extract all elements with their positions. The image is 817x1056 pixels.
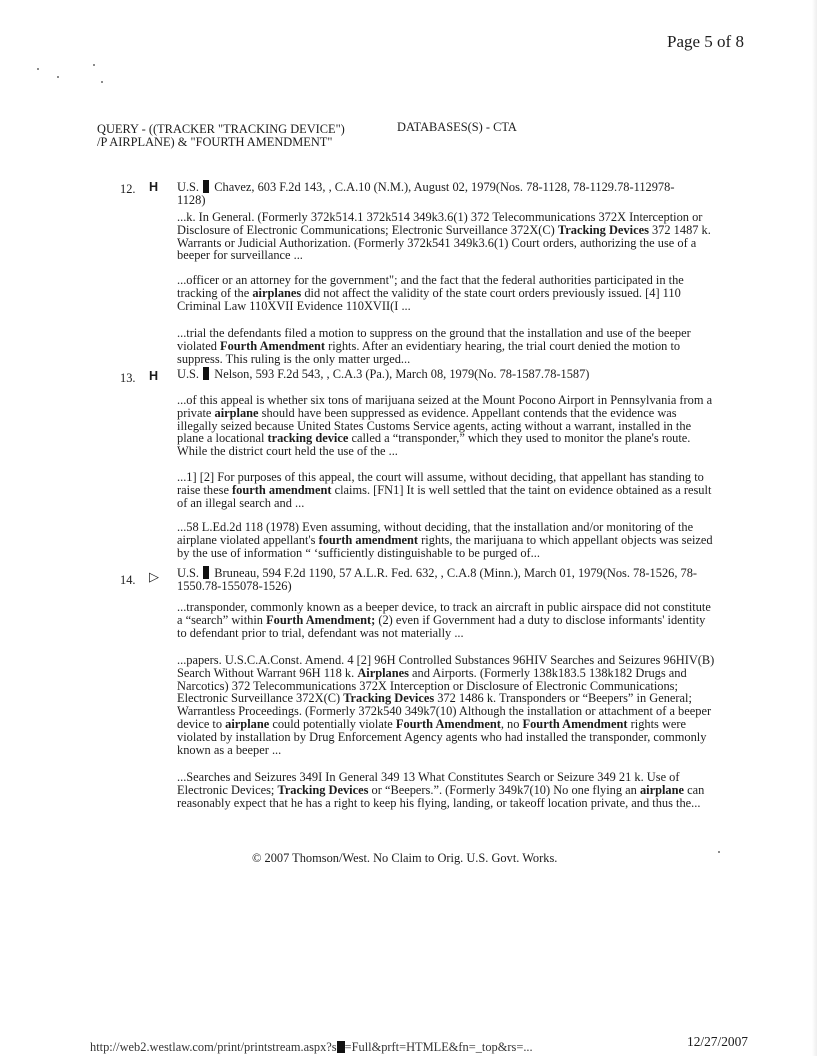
snippet-text: could potentially violate	[269, 716, 396, 731]
search-term-highlight: airplane	[214, 405, 259, 420]
search-term-highlight: Fourth Amendment;	[266, 612, 376, 627]
case-citation-prefix: U.S.	[177, 180, 200, 194]
snippet-text: 372 1486 k. Transponders or “Beepers” in General; Warrantless Proceedings. (Formerly 372k540 349k7(10) Although the installation or attachment of a beeper device to	[177, 691, 712, 731]
snippet-text: 372 1487 k. Warrants or Judicial Authorization. (Formerly 372k541 349k3.6(1) Court orders, authorizing the use of a beeper for surveillance ...	[177, 222, 711, 263]
scan-speck	[718, 851, 720, 853]
snippet-text: claims. [FN1] It is well settled that the taint on evidence obtained as a result of an illegal search and ...	[177, 482, 712, 510]
history-flag-icon: H	[149, 180, 159, 194]
result-snippet	[177, 771, 717, 809]
snippet-text: should have been suppressed as evidence. Appellant contends that the evidence was illegally seized because United States Customs Service agents, acting without a warrant, installed in the plane a locational	[177, 405, 692, 446]
print-date: 12/27/2007	[687, 1034, 749, 1049]
result-snippet	[177, 274, 717, 312]
search-term-highlight: fourth amendment	[232, 482, 332, 497]
scan-speck	[37, 68, 39, 70]
search-term-highlight: Tracking Devices	[557, 222, 649, 237]
snippet-text: did not affect the validity of the state court orders previously issued. [4] 110 Criminal Law 110XVII Evidence 110XVII(I ...	[177, 285, 681, 313]
snippet-text: ...trial the defendants filed a motion to suppress on the ground that the installation and use of the beeper violated	[177, 326, 691, 353]
search-term-highlight: Tracking Devices	[277, 782, 369, 797]
case-citation-prefix: U.S.	[177, 566, 200, 580]
search-term-highlight: Tracking Devices	[343, 691, 435, 706]
redaction-mark	[337, 1041, 345, 1053]
case-citation[interactable]	[177, 566, 717, 593]
case-citation-text: Chavez, 603 F.2d 143, , C.A.10 (N.M.), August 02, 1979(Nos. 78-1128, 78-1129.78-112978-1128)	[177, 180, 675, 207]
snippet-text: ...1] [2] For purposes of this appeal, the court will assume, without deciding, that appellant has standing to raise these	[177, 470, 704, 497]
page-edge-shadow	[812, 0, 817, 1056]
search-term-highlight: Fourth Amendment	[522, 716, 628, 731]
snippet-text: ...officer or an attorney for the government"; and the fact that the federal authorities participated in the tracking of the	[177, 273, 684, 300]
snippet-text: ...papers. U.S.C.A.Const. Amend. 4 [2] 96H Controlled Substances 96HIV Searches and Seizures 96HIV(B) Search Without Warrant 96H 118 k.	[177, 653, 715, 680]
print-url	[90, 1040, 533, 1055]
search-query: QUERY - ((TRACKER "TRACKING DEVICE") /P AIRPLANE) & "FOURTH AMENDMENT"	[97, 122, 345, 149]
redaction-mark	[203, 566, 209, 579]
snippet-text: ...58 L.Ed.2d 118 (1978) Even assuming, without deciding, that the installation and/or monitoring of the airplane violated appellant's	[177, 520, 694, 547]
result-snippet	[177, 601, 717, 639]
scan-speck	[57, 76, 59, 78]
snippet-text: rights, the marijuana to which appellant objects was seized by the use of information “ ‘sufficiently distinguishable to be purged of...	[177, 532, 713, 560]
snippet-text: , no	[500, 716, 523, 731]
snippet-text: called a “transponder,” which they used to monitor the plane's route. While the district court held the use of the ...	[177, 431, 691, 459]
result-snippet	[177, 471, 717, 509]
search-term-highlight: airplane	[639, 782, 684, 797]
redaction-mark	[203, 180, 209, 193]
snippet-text: ...k. In General. (Formerly 372k514.1 372k514 349k3.6(1) 372 Telecommunications 372X Interception or Disclosure of Electronic Communications; Electronic Surveillance 372X(C)	[177, 210, 703, 237]
case-citation-prefix: U.S.	[177, 367, 200, 381]
print-url-end: =Full&prft=HTMLE&fn=_top&rs=...	[344, 1040, 533, 1054]
result-number: 13.	[120, 371, 136, 385]
snippet-text: and Airports. (Formerly 138k183.5 138k182 Drugs and Narcotics) 372 Telecommunications 372X Interception or Disclosure of Electronic Communications; Electronic Surveillance 372X(C)	[177, 665, 687, 706]
result-snippet	[177, 327, 717, 365]
case-citation-text: Bruneau, 594 F.2d 1190, 57 A.L.R. Fed. 632, , C.A.8 (Minn.), March 01, 1979(Nos. 78-1526, 78-1550.78-155078-1526)	[177, 566, 698, 593]
snippet-text: (2) even if Government had a duty to disclose informants' identity to defendant prior to trial, defendant was not materially ...	[177, 612, 706, 640]
history-flag-icon: ▷	[149, 569, 159, 584]
search-term-highlight: Fourth Amendment	[220, 338, 325, 353]
search-term-highlight: airplanes	[252, 285, 302, 300]
snippet-text: can reasonably expect that he has a right to keep his flying, landing, or takeoff location private, and thus the...	[177, 782, 705, 810]
result-snippet	[177, 521, 717, 559]
redaction-mark	[203, 367, 209, 380]
case-citation[interactable]	[177, 367, 707, 381]
databases-label: DATABASES(S) - CTA	[397, 120, 517, 134]
print-url-start: http://web2.westlaw.com/print/printstream.aspx?s	[90, 1040, 337, 1054]
copyright-notice: © 2007 Thomson/West. No Claim to Orig. U.S. Govt. Works.	[252, 851, 558, 865]
snippet-text: rights. After an evidentiary hearing, the trial court denied the motion to suppress. This ruling is the only matter urged...	[177, 338, 681, 366]
search-term-highlight: airplane	[225, 716, 270, 731]
search-term-highlight: tracking device	[267, 431, 349, 446]
result-number: 14.	[120, 573, 136, 587]
result-snippet	[177, 654, 717, 756]
scan-speck	[93, 64, 95, 66]
snippet-text: or “Beepers.”. (Formerly 349k7(10) No one flying an	[368, 782, 640, 797]
scan-speck	[101, 81, 103, 83]
case-citation[interactable]	[177, 180, 687, 207]
result-snippet	[177, 394, 717, 458]
search-term-highlight: fourth amendment	[318, 532, 419, 547]
case-citation-text: Nelson, 593 F.2d 543, , C.A.3 (Pa.), March 08, 1979(No. 78-1587.78-1587)	[214, 367, 590, 381]
result-snippet	[177, 211, 717, 262]
snippet-text: ...Searches and Seizures 349I In General 349 13 What Constitutes Search or Seizure 349 21 k. Use of Electronic Devices;	[177, 770, 680, 797]
search-term-highlight: Airplanes	[357, 665, 409, 680]
snippet-text: rights were violated by installation by Drug Enforcement Agency agents who had installed the transponder, commonly known as a beeper ...	[177, 716, 707, 757]
search-term-highlight: Fourth Amendment	[395, 716, 501, 731]
snippet-text: ...transponder, commonly known as a beeper device, to track an aircraft in public airspace did not constitute a “search” within	[177, 600, 711, 627]
history-flag-icon: H	[149, 369, 159, 383]
page-number: Page 5 of 8	[667, 32, 744, 51]
snippet-text: ...of this appeal is whether six tons of marijuana seized at the Mount Pocono Airport in Pennsylvania from a private	[177, 393, 713, 420]
result-number: 12.	[120, 182, 136, 196]
